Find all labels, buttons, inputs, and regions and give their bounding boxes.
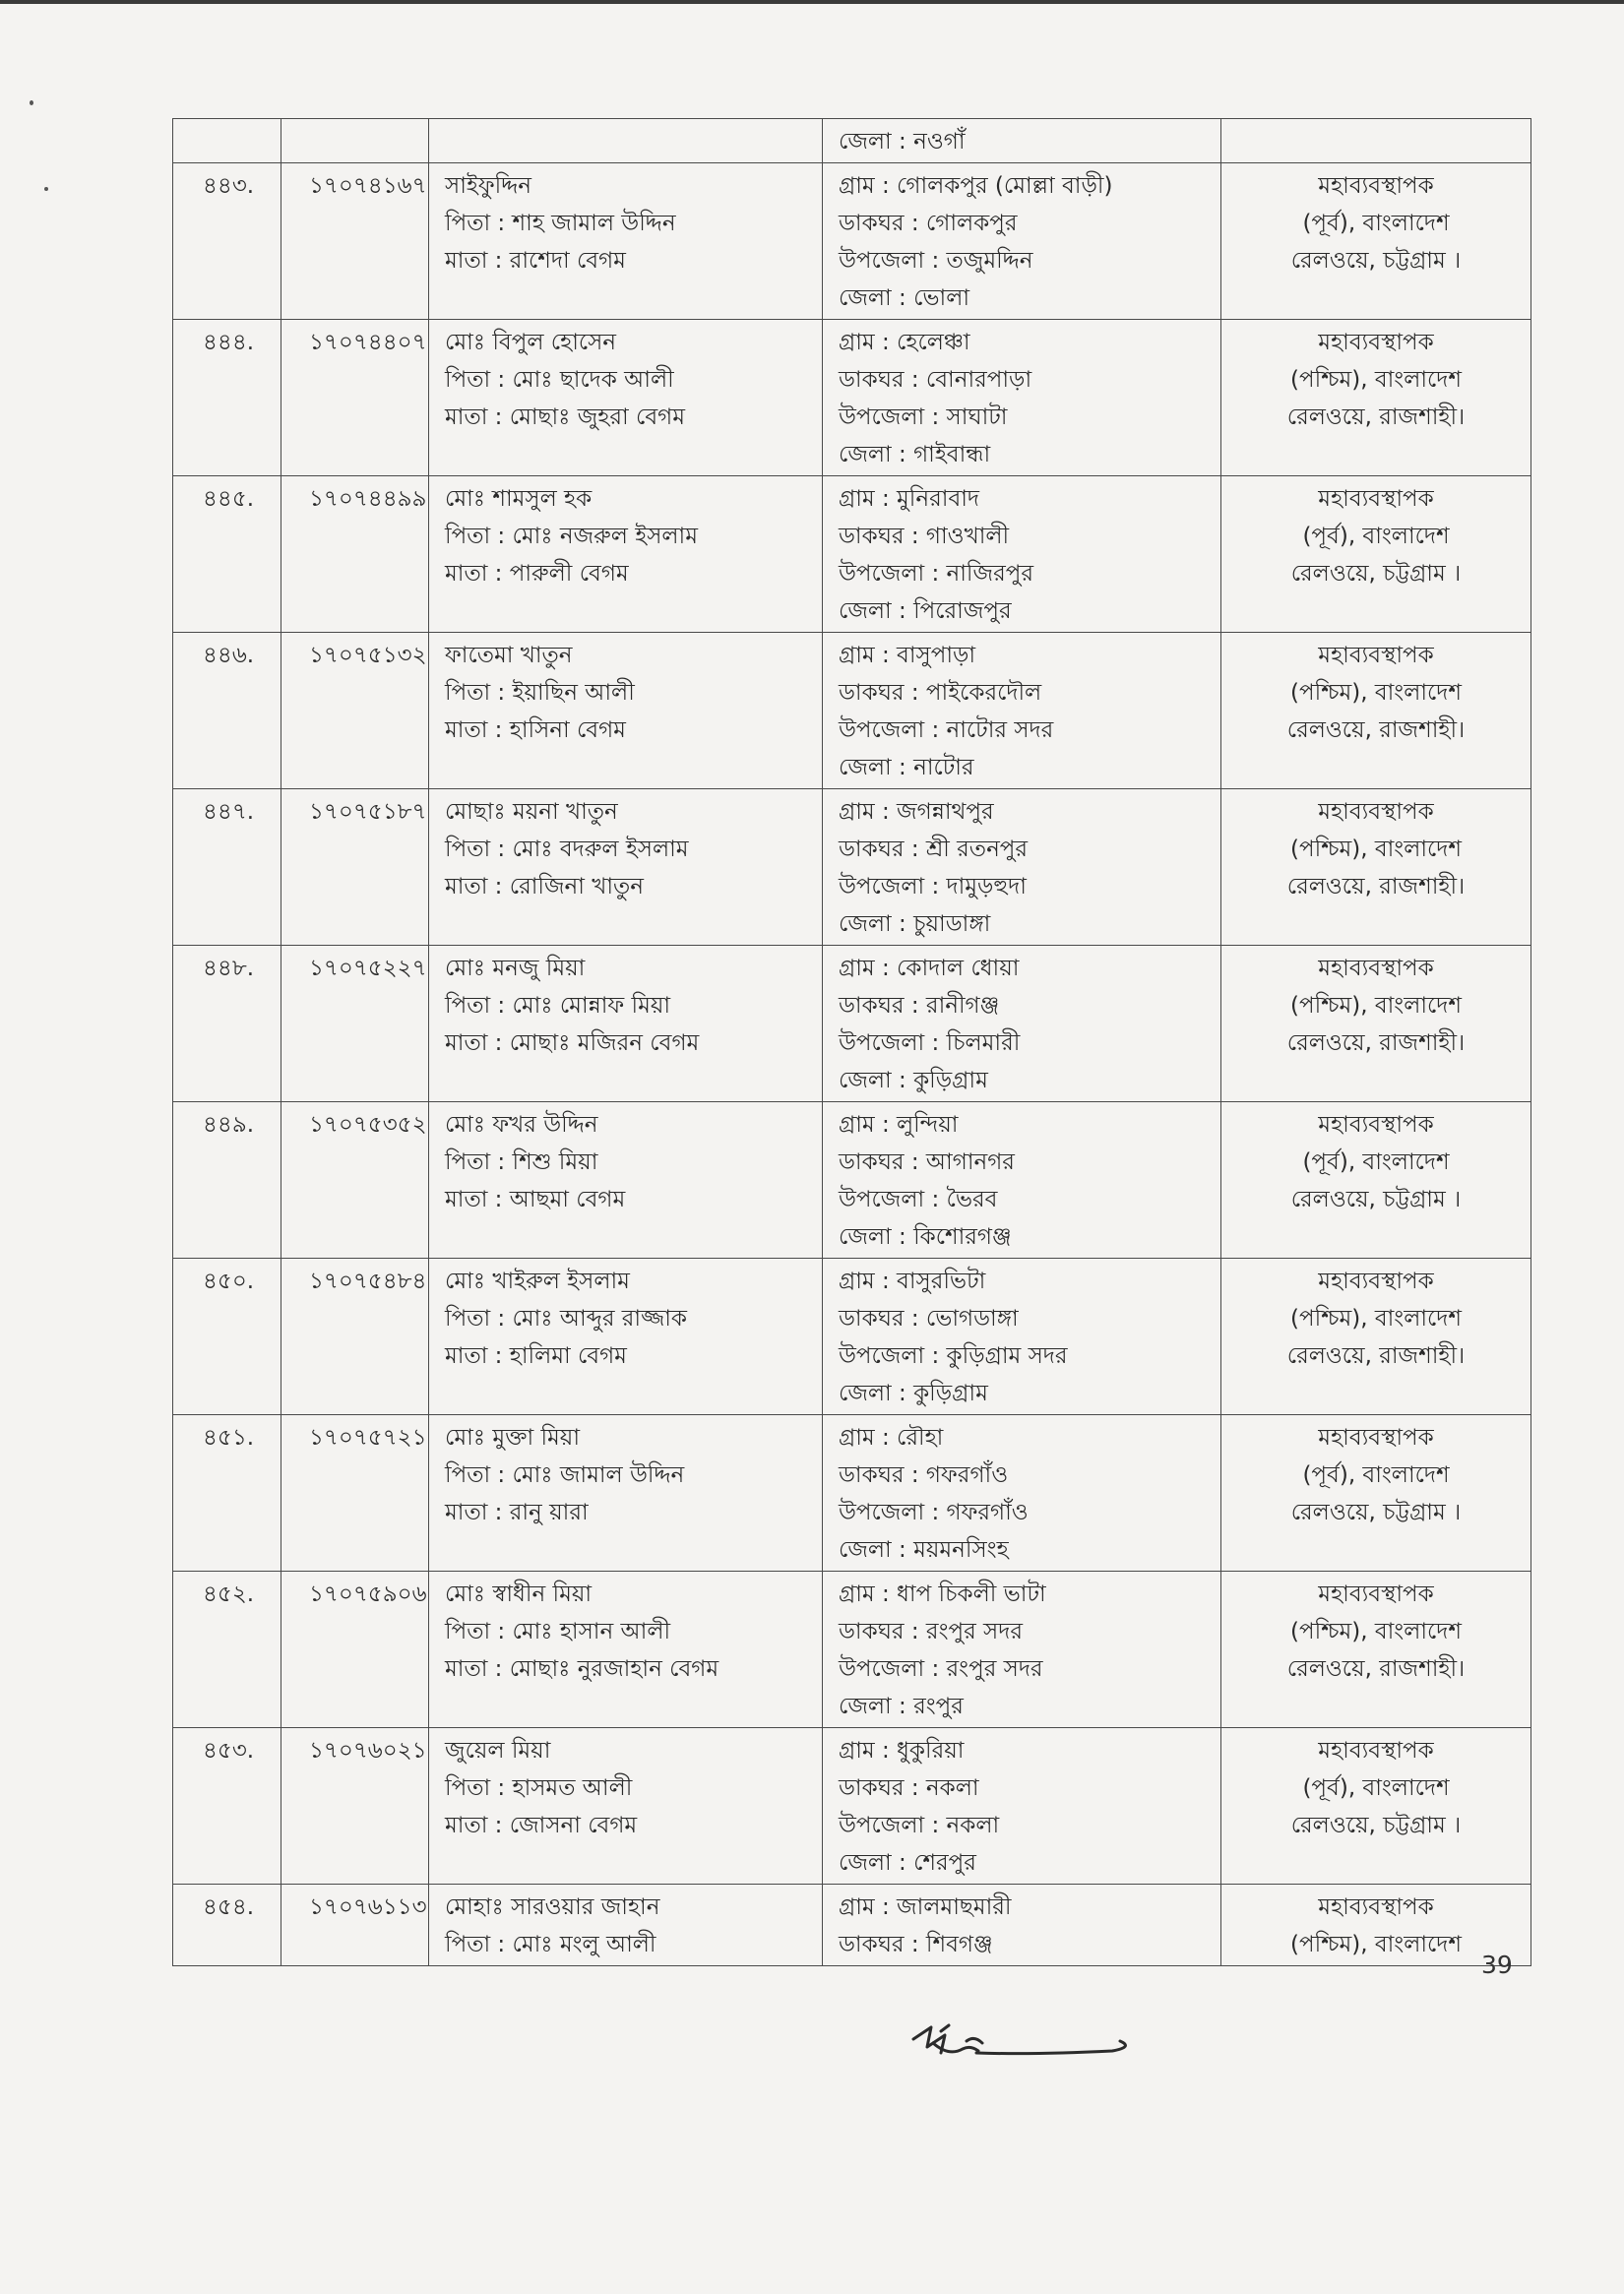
table-row: [173, 476, 1531, 633]
name-line: পিতা : শাহ জামাল উদ্দিন: [445, 211, 676, 236]
cell-no: ৪৫৩.: [173, 1728, 281, 1885]
address-line: গ্রাম : বাসুরভিটা: [839, 1269, 986, 1294]
name-line: পিতা : মোঃ আব্দুর রাজ্জাক: [445, 1306, 687, 1332]
scan-top-edge: [0, 0, 1624, 4]
cell-reg: ১৭০৭৫৪৮৪: [281, 1259, 429, 1415]
cell-office: [1221, 320, 1531, 476]
cell-address: [823, 1885, 1221, 1966]
address-line: গ্রাম : রৌহা: [839, 1425, 944, 1451]
cell-address: [823, 320, 1221, 476]
name-line: পিতা : শিশু মিয়া: [445, 1149, 598, 1175]
cell-address: [823, 476, 1221, 633]
cell-address: [823, 633, 1221, 789]
cell-name: [429, 1415, 823, 1572]
cell-reg: ১৭০৭৫১৩২: [281, 633, 429, 789]
office-line: মহাব্যবস্থাপক: [1318, 956, 1434, 981]
cell-address: [823, 1259, 1221, 1415]
name-line: মাতা : হাসিনা বেগম: [445, 717, 626, 743]
address-line: জেলা : রংপুর: [839, 1694, 964, 1719]
cell-reg: ১৭০৭৫১৮৭: [281, 789, 429, 946]
name-line: পিতা : মোঃ ছাদেক আলী: [445, 367, 674, 393]
cell-name: [429, 1572, 823, 1728]
address-line: উপজেলা : দামুড়হুদা: [839, 874, 1027, 899]
cell-address: [823, 1572, 1221, 1728]
cell-no: ৪৫০.: [173, 1259, 281, 1415]
name-line: মোহাঃ সারওয়ার জাহান: [445, 1894, 660, 1920]
name-line: মোঃ খাইরুল ইসলাম: [445, 1269, 630, 1294]
address-line: জেলা : পিরোজপুর: [839, 598, 1012, 624]
office-line: রেলওয়ে, রাজশাহী।: [1286, 717, 1466, 743]
cell-address: [823, 1728, 1221, 1885]
office-line: রেলওয়ে, রাজশাহী।: [1286, 1656, 1466, 1682]
cell-name: [429, 1102, 823, 1259]
address-line: উপজেলা : নকলা: [839, 1813, 1000, 1838]
table-row: [173, 633, 1531, 789]
cell-no: ৪৪৭.: [173, 789, 281, 946]
office-line: রেলওয়ে, চট্টগ্রাম ।: [1290, 1500, 1462, 1525]
name-line: পিতা : হাসমত আলী: [445, 1775, 633, 1801]
name-line: পিতা : মোঃ হাসান আলী: [445, 1619, 671, 1644]
cell-office: [1221, 1102, 1531, 1259]
name-line: মাতা : জোসনা বেগম: [445, 1813, 638, 1838]
office-line: রেলওয়ে, চট্টগ্রাম ।: [1290, 1813, 1462, 1838]
table-row: [173, 1415, 1531, 1572]
address-line: গ্রাম : জালমাছমারী: [839, 1894, 1012, 1920]
office-line: (পূর্ব), বাংলাদেশ: [1302, 211, 1450, 236]
address-line: জেলা : গাইবান্ধা: [839, 442, 991, 467]
address-line: ডাকঘর : বোনারপাড়া: [839, 367, 1032, 393]
cell-no: ৪৪৫.: [173, 476, 281, 633]
cell-name: [429, 320, 823, 476]
address-line: ডাকঘর : আগানগর: [839, 1149, 1015, 1175]
name-line: মাতা : রোজিনা খাতুন: [445, 874, 645, 899]
cell-name: [429, 633, 823, 789]
continuation-row: [173, 119, 1531, 163]
office-line: মহাব্যবস্থাপক: [1318, 1581, 1434, 1607]
cell-address: [823, 163, 1221, 320]
address-line: ডাকঘর : নকলা: [839, 1775, 979, 1801]
name-line: পিতা : ইয়াছিন আলী: [445, 680, 635, 706]
cell-reg: ১৭০৭৪১৬৭: [281, 163, 429, 320]
office-line: মহাব্যবস্থাপক: [1318, 330, 1434, 355]
cell-office: [1221, 946, 1531, 1102]
office-line: (পশ্চিম), বাংলাদেশ: [1290, 1932, 1462, 1957]
address-line: জেলা : কিশোরগঞ্জ: [839, 1224, 1012, 1250]
office-line: মহাব্যবস্থাপক: [1318, 1112, 1434, 1138]
cell-name: [429, 1259, 823, 1415]
office-line: রেলওয়ে, রাজশাহী।: [1286, 404, 1466, 430]
name-line: মোঃ মুক্তা মিয়া: [445, 1425, 581, 1451]
office-line: (পূর্ব), বাংলাদেশ: [1302, 1462, 1450, 1488]
address-line: জেলা : নাটোর: [839, 755, 974, 780]
address-line: গ্রাম : গোলকপুর (মোল্লা বাড়ী): [839, 173, 1113, 199]
office-line: (পূর্ব), বাংলাদেশ: [1302, 1149, 1450, 1175]
table-row: [173, 1572, 1531, 1728]
signature: [906, 2017, 1142, 2077]
cell-office: [1221, 633, 1531, 789]
records-table: [172, 118, 1531, 1966]
name-line: ফাতেমা খাতুন: [445, 643, 573, 668]
address-line: জেলা : ভোলা: [839, 285, 970, 311]
cell-reg: ১৭০৭৫৯০৬: [281, 1572, 429, 1728]
address-line: ডাকঘর : গাওখালী: [839, 524, 1010, 549]
name-line: জুয়েল মিয়া: [445, 1738, 551, 1764]
address-line: ডাকঘর : রানীগঞ্জ: [839, 993, 1000, 1019]
office-line: মহাব্যবস্থাপক: [1318, 1425, 1434, 1451]
cell-no: ৪৪৮.: [173, 946, 281, 1102]
name-line: পিতা : মোঃ বদরুল ইসলাম: [445, 837, 689, 862]
cell-name: [429, 1885, 823, 1966]
cell-no: ৪৪৬.: [173, 633, 281, 789]
name-line: মাতা : হালিমা বেগম: [445, 1343, 627, 1369]
address-line: উপজেলা : নাটোর সদর: [839, 717, 1054, 743]
office-line: রেলওয়ে, রাজশাহী।: [1286, 1030, 1466, 1056]
name-line: মাতা : রাশেদা বেগম: [445, 248, 626, 274]
cell-no: ৪৪৯.: [173, 1102, 281, 1259]
cell-office: [1221, 1572, 1531, 1728]
name-line: মোঃ স্বাধীন মিয়া: [445, 1581, 593, 1607]
cell-no: ৪৫৪.: [173, 1885, 281, 1966]
office-line: (পশ্চিম), বাংলাদেশ: [1290, 680, 1462, 706]
table-row: [173, 1259, 1531, 1415]
cell-reg: ১৭০৭৫৩৫২: [281, 1102, 429, 1259]
cell-office: [1221, 1728, 1531, 1885]
office-line: মহাব্যবস্থাপক: [1318, 799, 1434, 825]
address-line: গ্রাম : ধাপ চিকলী ভাটা: [839, 1581, 1046, 1607]
table-row: [173, 1728, 1531, 1885]
address-line: জেলা : ময়মনসিংহ: [839, 1537, 1009, 1563]
office-line: (পশ্চিম), বাংলাদেশ: [1290, 993, 1462, 1019]
office-line: (পশ্চিম), বাংলাদেশ: [1290, 837, 1462, 862]
cell-name: [429, 476, 823, 633]
address-line: উপজেলা : ভৈরব: [839, 1187, 998, 1212]
address-line: উপজেলা : কুড়িগ্রাম সদর: [839, 1343, 1068, 1369]
table-row: [173, 1885, 1531, 1966]
cell-no: ৪৪৪.: [173, 320, 281, 476]
address-line: জেলা : কুড়িগ্রাম: [839, 1381, 988, 1406]
name-line: সাইফুদ্দিন: [445, 173, 531, 199]
name-line: মোঃ ফখর উদ্দিন: [445, 1112, 598, 1138]
address-line: জেলা : চুয়াডাঙ্গা: [839, 911, 991, 937]
office-line: রেলওয়ে, রাজশাহী।: [1286, 874, 1466, 899]
office-line: (পূর্ব), বাংলাদেশ: [1302, 524, 1450, 549]
cell-address: [823, 946, 1221, 1102]
cell-address: [823, 119, 1221, 163]
address-line: উপজেলা : তজুমদ্দিন: [839, 248, 1033, 274]
office-line: মহাব্যবস্থাপক: [1318, 486, 1434, 512]
address-line: ডাকঘর : রংপুর সদর: [839, 1619, 1023, 1644]
cell-office: [1221, 1415, 1531, 1572]
table-row: [173, 789, 1531, 946]
cell-address: [823, 1102, 1221, 1259]
address-line: ডাকঘর : শিবগঞ্জ: [839, 1932, 993, 1957]
cell-office: [1221, 1259, 1531, 1415]
address-line: ডাকঘর : গফরগাঁও: [839, 1462, 1009, 1488]
cell-name: [429, 119, 823, 163]
office-line: (পূর্ব), বাংলাদেশ: [1302, 1775, 1450, 1801]
address-line: উপজেলা : চিলমারী: [839, 1030, 1021, 1056]
cell-name: [429, 1728, 823, 1885]
address-line: গ্রাম : হেলেঞ্চা: [839, 330, 970, 355]
table-row: [173, 320, 1531, 476]
address-line: উপজেলা : গফরগাঁও: [839, 1500, 1029, 1525]
table-row: [173, 163, 1531, 320]
name-line: মাতা : মোছাঃ নুরজাহান বেগম: [445, 1656, 719, 1682]
cell-reg: ১৭০৭৬০২১: [281, 1728, 429, 1885]
address-line: গ্রাম : লুন্দিয়া: [839, 1112, 959, 1138]
office-line: রেলওয়ে, চট্টগ্রাম ।: [1290, 1187, 1462, 1212]
address-line: উপজেলা : রংপুর সদর: [839, 1656, 1043, 1682]
cell-reg: ১৭০৭৪৪৯৯: [281, 476, 429, 633]
cell-reg: ১৭০৭৬১১৩: [281, 1885, 429, 1966]
records-body: [173, 119, 1531, 1966]
address-line: জেলা : কুড়িগ্রাম: [839, 1068, 988, 1093]
name-line: মোঃ মনজু মিয়া: [445, 956, 586, 981]
name-line: মাতা : মোছাঃ মজিরন বেগম: [445, 1030, 700, 1056]
scan-speck: [44, 187, 48, 191]
office-line: মহাব্যবস্থাপক: [1318, 173, 1434, 199]
address-line: ডাকঘর : শ্রী রতনপুর: [839, 837, 1029, 862]
name-line: মাতা : মোছাঃ জুহরা বেগম: [445, 404, 685, 430]
cell-reg: ১৭০৭৪৪০৭: [281, 320, 429, 476]
address-line: ডাকঘর : গোলকপুর: [839, 211, 1018, 236]
address-line: ডাকঘর : ভোগডাঙ্গা: [839, 1306, 1019, 1332]
address-line: গ্রাম : বাসুপাড়া: [839, 643, 976, 668]
cell-address: [823, 789, 1221, 946]
office-line: মহাব্যবস্থাপক: [1318, 643, 1434, 668]
name-line: মাতা : রানু য়ারা: [445, 1500, 589, 1525]
name-line: মোঃ শামসুল হক: [445, 486, 593, 512]
cell-reg: ১৭০৭৫২২৭: [281, 946, 429, 1102]
name-line: মাতা : আছমা বেগম: [445, 1187, 626, 1212]
page-number: 39: [1481, 1951, 1513, 1979]
cell-office: [1221, 119, 1531, 163]
cell-office: [1221, 476, 1531, 633]
name-line: পিতা : মোঃ নজরুল ইসলাম: [445, 524, 698, 549]
address-line: উপজেলা : নাজিরপুর: [839, 561, 1033, 587]
address-line: গ্রাম : মুনিরাবাদ: [839, 486, 979, 512]
address-line: গ্রাম : জগন্নাথপুর: [839, 799, 994, 825]
cell-name: [429, 163, 823, 320]
office-line: মহাব্যবস্থাপক: [1318, 1738, 1434, 1764]
name-line: মাতা : পারুলী বেগম: [445, 561, 629, 587]
cell-no: [173, 119, 281, 163]
table-row: [173, 946, 1531, 1102]
address-line: জেলা : শেরপুর: [839, 1850, 976, 1876]
office-line: রেলওয়ে, চট্টগ্রাম ।: [1290, 561, 1462, 587]
address-line: উপজেলা : সাঘাটা: [839, 404, 1008, 430]
name-line: মোঃ বিপুল হোসেন: [445, 330, 617, 355]
office-line: (পশ্চিম), বাংলাদেশ: [1290, 1619, 1462, 1644]
cell-office: [1221, 789, 1531, 946]
office-line: (পশ্চিম), বাংলাদেশ: [1290, 1306, 1462, 1332]
office-line: রেলওয়ে, চট্টগ্রাম ।: [1290, 248, 1462, 274]
cell-name: [429, 789, 823, 946]
cell-reg: [281, 119, 429, 163]
name-line: মোছাঃ ময়না খাতুন: [445, 799, 618, 825]
office-line: মহাব্যবস্থাপক: [1318, 1269, 1434, 1294]
address-line: ডাকঘর : পাইকেরদৌল: [839, 680, 1042, 706]
address-line: জেলা : নওগাঁ: [839, 129, 966, 155]
cell-reg: ১৭০৭৫৭২১: [281, 1415, 429, 1572]
name-line: পিতা : মোঃ মংলু আলী: [445, 1932, 656, 1957]
address-line: গ্রাম : কোদাল ধোয়া: [839, 956, 1020, 981]
office-line: (পশ্চিম), বাংলাদেশ: [1290, 367, 1462, 393]
office-line: রেলওয়ে, রাজশাহী।: [1286, 1343, 1466, 1369]
office-line: মহাব্যবস্থাপক: [1318, 1894, 1434, 1920]
cell-no: ৪৫২.: [173, 1572, 281, 1728]
table-row: [173, 1102, 1531, 1259]
cell-address: [823, 1415, 1221, 1572]
address-line: গ্রাম : ধুকুরিয়া: [839, 1738, 965, 1764]
name-line: পিতা : মোঃ জামাল উদ্দিন: [445, 1462, 685, 1488]
cell-office: [1221, 163, 1531, 320]
cell-no: ৪৪৩.: [173, 163, 281, 320]
cell-no: ৪৫১.: [173, 1415, 281, 1572]
cell-name: [429, 946, 823, 1102]
name-line: পিতা : মোঃ মোন্নাফ মিয়া: [445, 993, 671, 1019]
scan-speck: [30, 100, 33, 105]
